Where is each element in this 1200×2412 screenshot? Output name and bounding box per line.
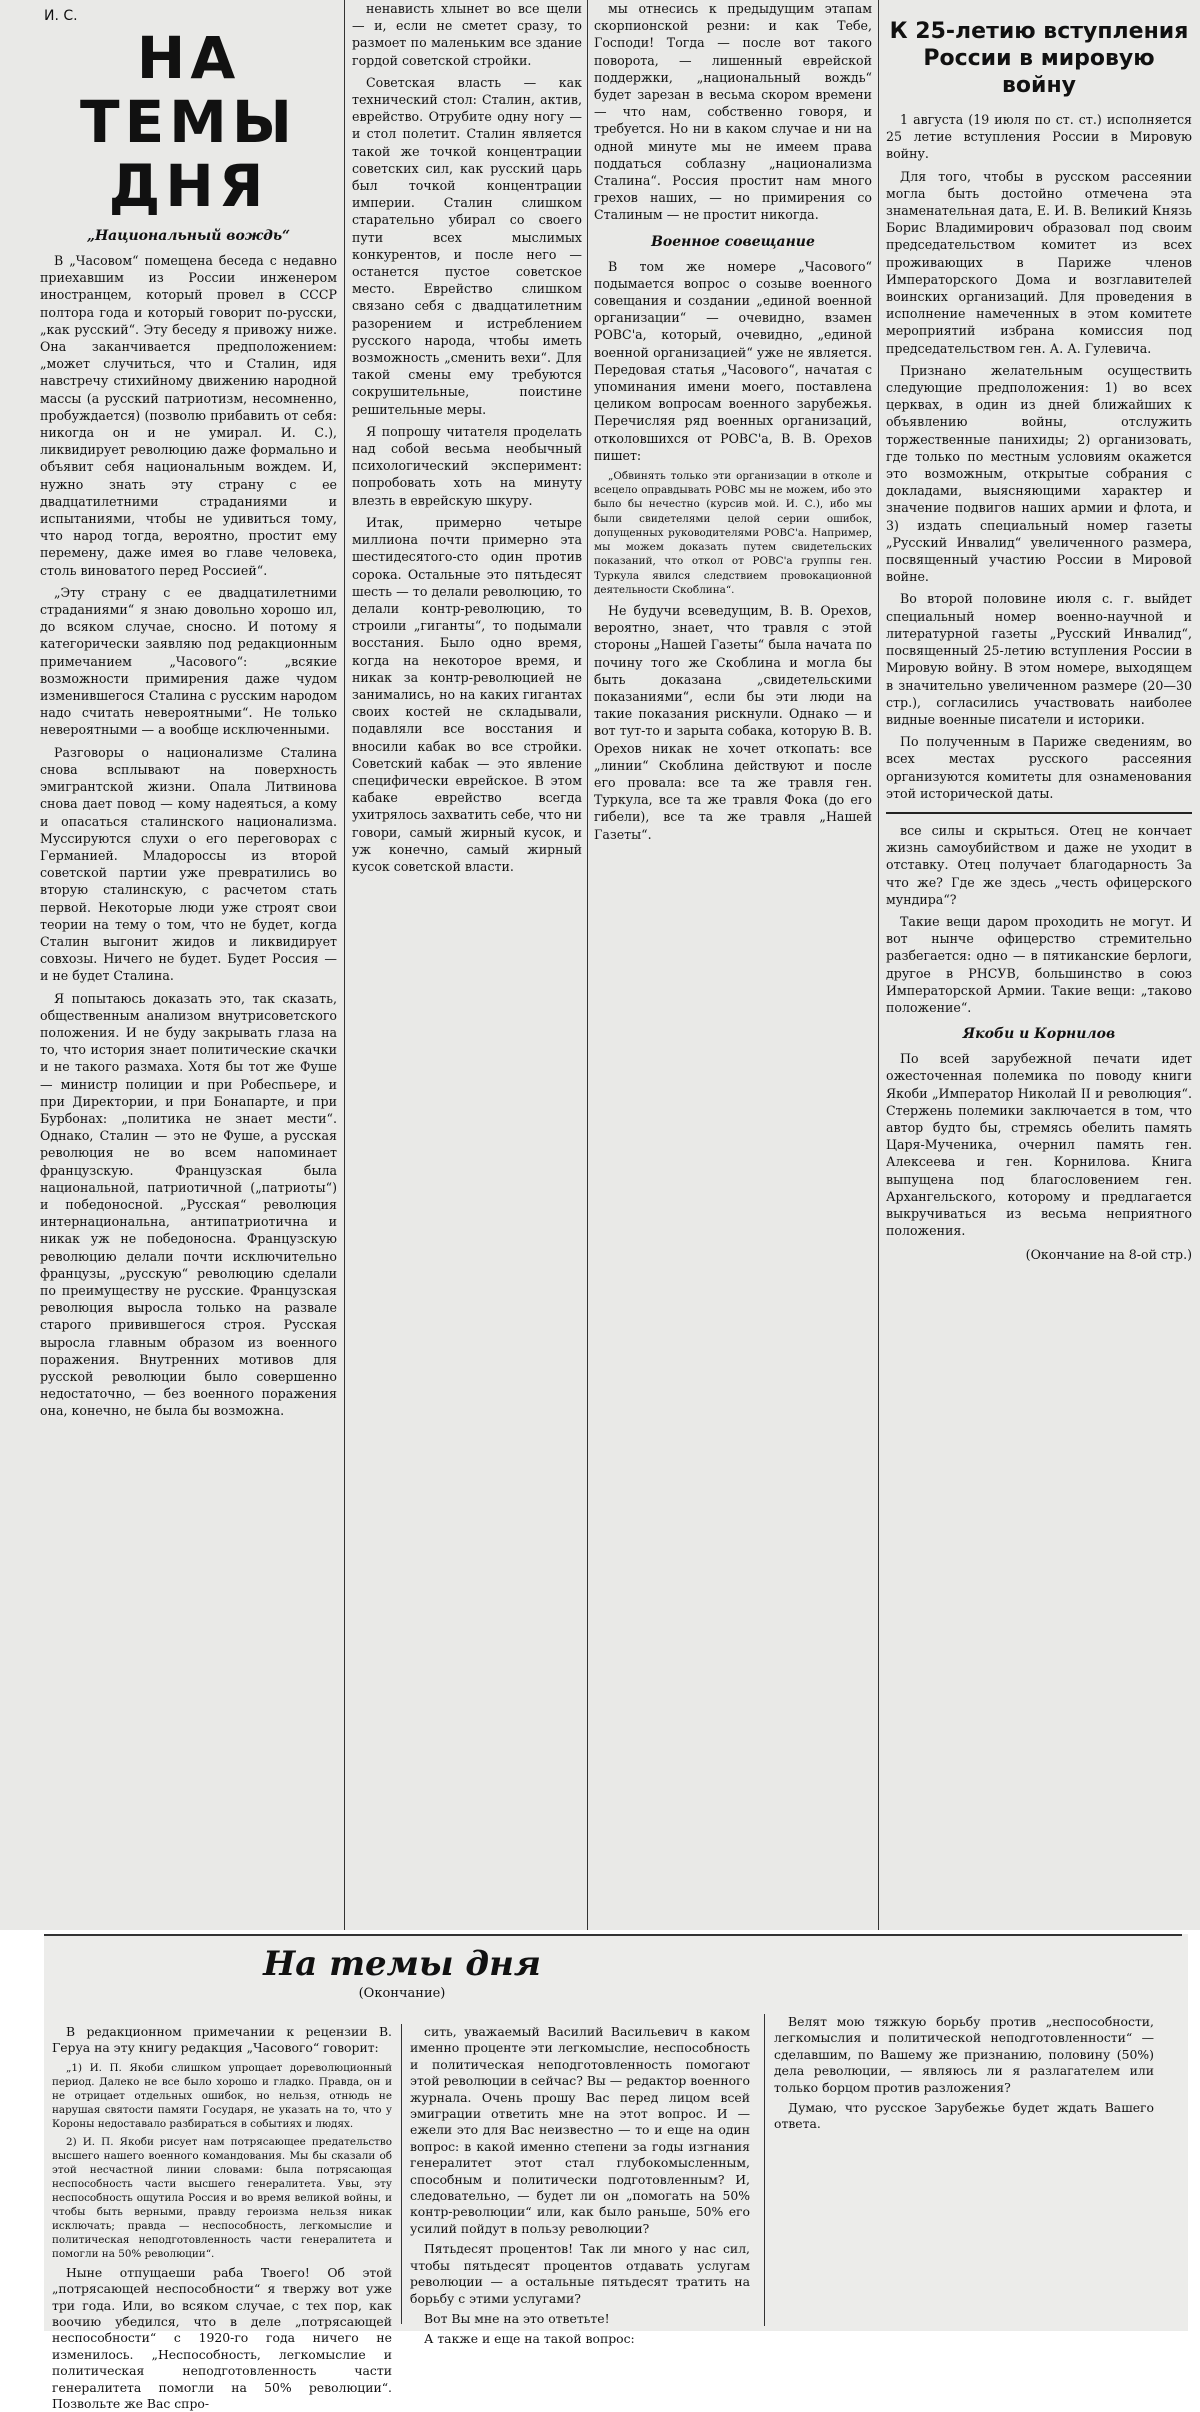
column-1	[40, 0, 337, 1930]
paragraph: мы отнесись к предыдущим этапам скорпионской резни: и как Тебе, Господи! Тогда — после вот такого поворота, — лишенный еврейской поддержки, „национальный вождь“ будет зарезан в весьма скором времени — что нам, собственно говоря, и требуется. Но ни в каком случае и ни на одной минуте мы не имеем права поддаться соблазну „национализма Сталина“. Россия простит нам много грехов наших, — но примирения со Сталиным — не простит никогда.	[594, 1, 872, 223]
paragraph: все силы и скрыться. Отец не кончает жизнь самоубийством и даже не уходит в отставку. Отец получает благодарность За что же? Где же здесь „честь офицерского мундира“?	[886, 822, 1192, 907]
section-heading: К 25-летию вступления России в мировую войну	[889, 19, 1189, 98]
paragraph: Признано желательным осуществить следующие предположения: 1) во всех церквах, в один из дней ближайших к объявлению войны, отслужить торжественные панихиды; 2) организовать, где только по местным условиям окажется это возможным, открытые собрания с докладами, выясняющими характер и значение подвигов наших армии и флота, и 3) издать специальный номер газеты „Русский Инвалид“ увеличенного размера, посвященный участию России в Мировой войне.	[886, 362, 1192, 585]
column-2	[410, 2024, 750, 2347]
column-1	[52, 2024, 392, 2412]
continuation-note: (Окончание на 8-ой стр.)	[1025, 1247, 1192, 1263]
article-subhead: „Национальный вождь“	[86, 228, 291, 244]
paragraph: Пятьдесят процентов! Так ли много у нас сил, чтобы пятьдесят процентов отдавать услугам революции — а остальные пятьдесят тратить на борьбу с этими услугами?	[410, 2241, 750, 2306]
column-2	[352, 0, 582, 1930]
paragraph: Ныне отпущаеши раба Твоего! Об этой „потрясающей неспособности“ я твержу вот уже три года. Или, во всяком случае, с тех пор, как воочию убедился, что в деле „потрясающей неспособности“ с 1920-го года ничего не изменилось. „Неспособность, легкомыслие и политическая неподготовленность части генералитета помогли на 50% революции“. Позвольте же Вас спро-	[52, 2264, 392, 2412]
column-3	[774, 2014, 1154, 2326]
paragraph: Советская власть — как технический стол: Сталин, актив, еврейство. Отрубите одну ногу — и стол полетит. Сталин является такой же точкой концентрации советских сил, как русский царь был точкой концентрации империи. Сталин слишком старательно убирал со своего пути всех мыслимых конкурентов, и после него — останется пустое советское место. Еврейство слишком связано себя с двадцатилетним разорением и истреблением русского народа, чтобы иметь возможность „сменить вехи“. Для такой смены ему требуются сокрушительные, поистине решительные меры.	[352, 74, 582, 417]
paragraph: А также и еще на такой вопрос:	[424, 2331, 635, 2347]
paragraph: „Эту страну с ее двадцатилетними страданиями“ я знаю довольно хорошо ил, до всяком случае, сносно. И потому я категорически заявляю под редакционным примечанием „Часового“: „всякие возможности примирения даже чудом изменившегося Сталина с русским народом надо считать невероятными“. Не только невероятными — а вообще исключенными.	[40, 584, 337, 738]
paragraph: По всей зарубежной печати идет ожесточенная полемика по поводу книги Якоби „Император Николай II и революция“. Стержень полемики заключается в том, что автор будто бы, стремясь обелить память Царя-Мученика, очернил память ген. Алексеева и ген. Корнилова. Книга выпущена под благословением ген. Архангельского, которому и предлагается выкручиваться из весьма неприятного положения.	[886, 1051, 1192, 1239]
headline-block	[52, 1938, 752, 2007]
quoted-paragraph: „1) И. П. Якоби слишком упрощает дореволюционный период. Далеко не все было хорошо и гладко. Правда, он и не отрицает отдельных ошибок, но нельзя, отнюдь не нарушая святости памяти Государя, не указать на то, что у Короны недоставало разбираться в событиях и людях.	[52, 2061, 392, 2130]
author-initials: И. С.	[44, 8, 78, 24]
paragraph: Вот Вы мне на это ответьте!	[424, 2310, 610, 2326]
paragraph: Я попрошу читателя проделать над собой весьма необычный психологический эксперимент: попробовать хоть на минуту влезть в еврейскую шкуру.	[352, 423, 582, 508]
column-divider	[344, 0, 345, 1930]
paragraph: 1 августа (19 июля по ст. ст.) исполняется 25 летие вступления России в Мировую войну.	[886, 112, 1192, 162]
paragraph: Для того, чтобы в русском рассеянии могла быть достойно отмечена эта знаменательная дата, Е. И. В. Великий Князь Борис Владимирович образовал под своим председательством комитет из всех проживающих в Париже членов Императорского Дома и возглавителей воинских организаций. Для проведения в исполнение намеченных в этом комитете мероприятий избрана комиссия под председательством ген. А. А. Гулевича.	[886, 168, 1192, 356]
paragraph: В редакционном примечании к рецензии В. Геруа на эту книгу редакция „Часового“ говорит:	[52, 2024, 392, 2056]
paragraph: Во второй половине июля с. г. выйдет специальный номер военно-научной и литературной газеты „Русский Инвалид“, посвященный 25-летию вступления России в Мировую войну. В этом номере, выходящем в значительно увеличенном размере (20—30 стр.), согласились участвовать наиболее видные военные писатели и историки.	[886, 591, 1192, 727]
paragraph: Велят мою тяжкую борьбу против „неспособности, легкомыслия и политической неподготовленности“ — сделавшим, по Вашему же признанию, половину (50%) дела революции, — являюсь ли я разлагателем или только борцом против разложения?	[774, 2014, 1154, 2095]
paragraph: Я попытаюсь доказать это, так сказать, общественным анализом внутрисоветского положения. И не буду закрывать глаза на то, что история знает политические скачки и не такого размаха. Хотя бы тот же Фуше — министр полиции и при Робеспьере, и при Директории, и при Бонапарте, и при Бурбонах: „политика не знает мести“. Однако, Сталин — это не Фуше, а русская революция не во всем напоминает французскую. Французская была национальной, патриотичной („патриоты“) и победоносной. „Русская“ революция интернациональна, антипатриотична и никак уж не победоносна. Французскую революцию делали почти исключительно французы, „русскую“ революцию сделали по преимуществу не русские. Французская революция выросла только на развале старого привившегося строя. Русская выросла главным образом из военного поражения. Внутренних мотивов для русской революции было совершенно недостаточно, — без военного поражения она, конечно, не была бы возможна.	[40, 990, 337, 1419]
masthead: НА ТЕМЫ ДНЯ	[80, 24, 297, 220]
paragraph: Разговоры о национализме Сталина снова всплывают на поверхность эмигрантской жизни. Опала Литвинова снова дает повод — кому надеяться, а кому и опасаться сталинского национализма. Муссируются слухи о его переговорах с Германией. Младороссы из второй советской партии уже превратились во вторую сталинскую, с расчетом стать первой. Некоторые люди уже строят свои теории на тему о том, что не будет, когда Сталин выгонит жидов и ликвидирует совхозы. Ничего не будет. Будет Россия — и не будет Сталина.	[40, 744, 337, 984]
quoted-paragraph: 2) И. П. Якоби рисует нам потрясающее предательство высшего нашего военного командования. Мы бы сказали об этой несчастной линии словами: была потрясающая неспособность части высшего генералитета. Увы, эту неспособность ощутила Россия и во время великой войны, и чтобы быть верными, правду героизма нельзя никак исключать; правда — неспособность, легкомыслие и политическая неподготовленность части генералитета и помогли на 50% революции“.	[52, 2135, 392, 2260]
column-divider	[401, 2024, 402, 2324]
paragraph: Думаю, что русское Зарубежье будет ждать Вашего ответа.	[774, 2100, 1154, 2132]
paragraph: В том же номере „Часового“ подымается вопрос о созыве военного совещания и создании „единой военной организации“ — очевидно, взамен РОВС'а, который, очевидно, „единой военной организацией“ уже не является. Передовая статья „Часового“, начатая с упоминания имени моего, поставлена целиком вопросам военного зарубежья. Перечисляя ряд военных организаций, отколовшихся от РОВС'а, В. В. Орехов пишет:	[594, 258, 872, 463]
paragraph: ненависть хлынет во все щели — и, если не сметет сразу, то размоет по маленьким все здание гордой советской стройки.	[352, 1, 582, 68]
paragraph: Итак, примерно четыре миллиона почти примерно эта шестидесятого-сто один против сорока. Остальные это пятьдесят шесть — то делали революцию, то делали контр-революцию, то строили „гиганты“, то подымали восстания. Было одно время, когда на некоторое время, и никак за контр-революцией не занимались, но на каких гигантах своих костей не складывали, подавляли все восстания и вносили кабак во все стройки. Советский кабак — это явление специфически еврейское. В этом кабаке еврейство всегда ухитрялось захватить себе, что ни говори, самый жирный кусок, и уж конечно, самый жирный кусок советской власти.	[352, 514, 582, 874]
section-heading: Военное совещание	[651, 233, 815, 250]
quoted-paragraph: „Обвинять только эти организации в отколе и всецело оправдывать РОВС мы не можем, ибо это было бы нечестно (курсив мой. И. С.), ибо мы были свидетелями целой серии ошибок, допущенных руководителями РОВС'а. Например, мы можем доказать путем свидетельских показаний, что откол от РОВС'а группы ген. Туркула явился следствием провокационной деятельности Скоблина“.	[594, 470, 872, 596]
column-3	[594, 0, 872, 1930]
section-rule	[886, 812, 1192, 814]
column-divider	[764, 2014, 765, 2326]
bottom-clipping	[44, 1934, 1188, 2412]
paragraph: Не будучи всеведущим, В. В. Орехов, вероятно, знает, что травля с этой стороны „Нашей Газеты“ была начата по почину того же Скоблина и могла бы быть доказана „свидетельскими показаниями“, если бы эти люди на такие показания рискнули. Однако — и вот тут-то и зарыта собака, которую В. В. Орехов никак не хочет откопать: все „линии“ Скоблина действуют и после его провала: все та же травля ген. Туркула, все та же травля Фока (до его гибели), все та же травля „Нашей Газеты“.	[594, 602, 872, 842]
column-divider	[587, 0, 588, 1930]
paragraph: По полученным в Париже сведениям, во всех местах русского рассеяния организуются комитеты для ознаменования этой исторической даты.	[886, 734, 1192, 801]
column-divider	[878, 0, 879, 1930]
headline: На темы дня	[263, 1944, 541, 1984]
paragraph: Такие вещи даром проходить не могут. И вот нынче офицерство стремительно разбегается: одно — в пятиканские берлоги, другое в РНСУВ, большинство в союз Императорской Армии. Такие вещи: „таково положение“.	[886, 913, 1192, 1015]
paragraph: сить, уважаемый Василий Васильевич в каком именно проценте эти легкомыслие, неспособность и политическая неподготовленность помогают этой революции в сейчас? Вы — редактор военного журнала. Очень прошу Вас перед лицом всей эмиграции ответить мне на этот вопрос. И — ежели это для Вас неизвестно — то и еще на один вопрос: в какой именно степени за годы изгнания генералитет этот стал глубокомысленным, способным и политически подготовленным? И, следовательно, — будет ли он „помогать на 50% контр-революции“ или, как было раньше, 50% его усилий пойдут в пользу революции?	[410, 2024, 750, 2236]
paragraph: В „Часовом“ помещена беседа с недавно приехавшим из России инженером иностранцем, который провел в СССР полтора года и который говорит по-русски, „как русский“. Эту беседу я привожу ниже. Она заканчивается предположением: „может случиться, что и Сталин, идя навстречу стихийному движению народной массы (а русский патриотизм, несомненно, пробуждается) (позволю прибавить от себя: никогда он и не умирал. И. С.), ликвидирует революцию даже формально и объявит себя национальным вождем. И, нужно знать эту страну с ее двадцатилетними страданиями и испытаниями, чтобы не удивиться тому, что народ тогда, вероятно, простит ему перемену, даже имея во главе человека, столь виноватого перед Россией“.	[40, 253, 337, 578]
headline-subline: (Окончание)	[358, 1986, 446, 2001]
section-heading: Якоби и Корнилов	[962, 1026, 1116, 1043]
column-4	[886, 0, 1192, 1930]
